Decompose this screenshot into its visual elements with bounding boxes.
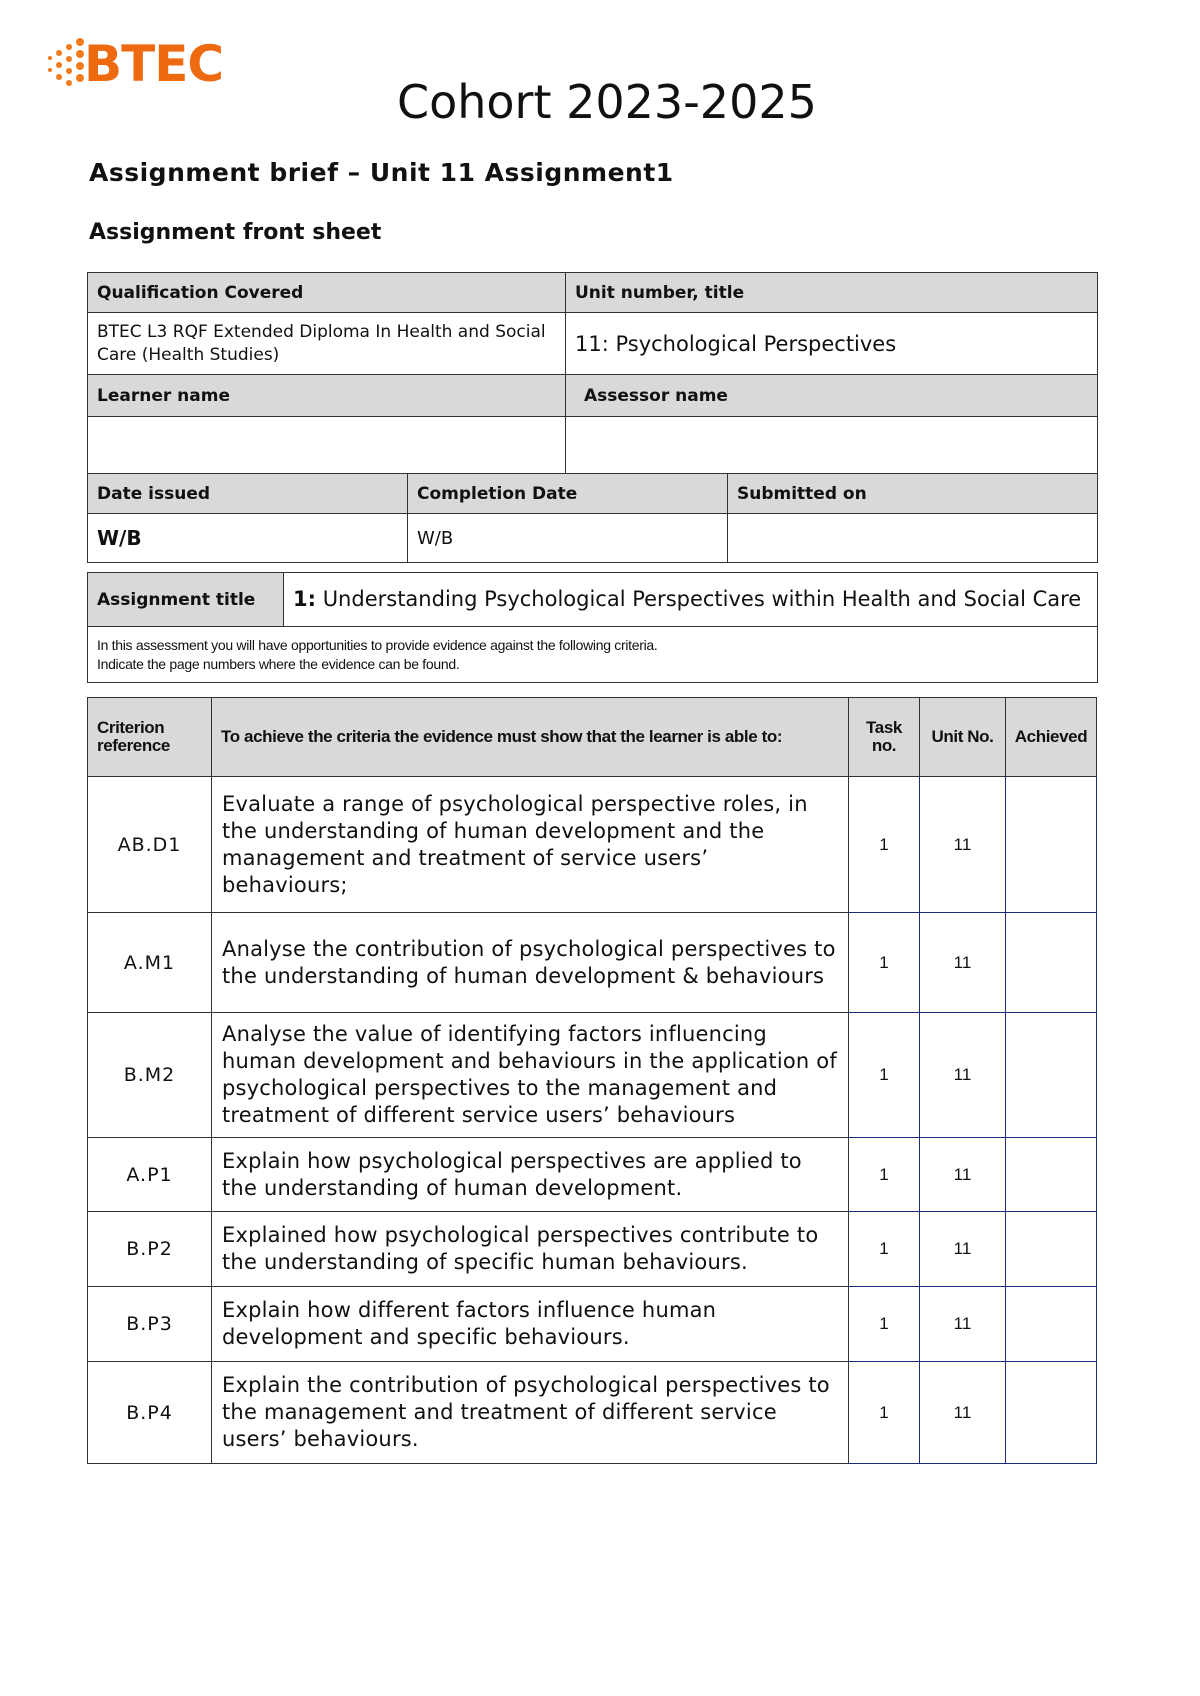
task-no: 1 <box>849 1138 920 1212</box>
dates-table <box>87 473 1098 563</box>
achieved-cell[interactable] <box>1006 913 1097 1013</box>
task-no-header: Task no. <box>849 698 920 777</box>
unit-no-header: Unit No. <box>920 698 1006 777</box>
achieved-cell[interactable] <box>1006 1013 1097 1138</box>
learner-name-field[interactable] <box>88 417 566 474</box>
assignment-title-table <box>87 572 1098 683</box>
assignment-title-value <box>284 573 1098 627</box>
date-issued-label: Date issued <box>88 474 408 514</box>
achieved-cell[interactable] <box>1006 1138 1097 1212</box>
assessor-name-field[interactable] <box>566 417 1098 474</box>
criterion-desc: Explain how different factors influence human development and specific behaviours. <box>212 1287 849 1362</box>
unit-no: 11 <box>920 913 1006 1013</box>
assignment-number: 1: <box>293 587 317 611</box>
assignment-title-label: Assignment title <box>88 573 284 627</box>
criterion-reference-header: Criterion reference <box>88 698 212 777</box>
task-no: 1 <box>849 1212 920 1287</box>
criterion-desc: Explained how psychological perspectives contribute to the understanding of specific human behaviours. <box>212 1212 849 1287</box>
learner-name-label: Learner name <box>88 375 566 417</box>
task-no: 1 <box>849 1013 920 1138</box>
submitted-on-value[interactable] <box>728 514 1098 563</box>
task-no: 1 <box>849 1362 920 1464</box>
cohort-title: Cohort 2023-2025 <box>397 75 817 129</box>
criterion-description-header: To achieve the criteria the evidence must show that the learner is able to: <box>212 698 849 777</box>
achieved-header: Achieved <box>1006 698 1097 777</box>
completion-date-label: Completion Date <box>408 474 728 514</box>
front-sheet-title: Assignment front sheet <box>89 220 382 245</box>
unit-value: 11: Psychological Perspectives <box>566 313 1098 375</box>
assessment-note-line2: Indicate the page numbers where the evidence can be found. <box>97 655 460 672</box>
table-row <box>88 777 1097 913</box>
assessment-note <box>88 627 1098 683</box>
unit-no: 11 <box>920 1212 1006 1287</box>
task-no: 1 <box>849 777 920 913</box>
criterion-desc: Evaluate a range of psychological perspective roles, in the understanding of human development and the management and treatment of service users’ behaviours; <box>212 777 849 913</box>
unit-no: 11 <box>920 777 1006 913</box>
assignment-brief-title: Assignment brief – Unit 11 Assignment1 <box>89 158 674 187</box>
date-issued-value[interactable]: W/B <box>88 514 408 563</box>
criterion-ref: B.P4 <box>88 1362 212 1464</box>
achieved-cell[interactable] <box>1006 777 1097 913</box>
table-row <box>88 913 1097 1013</box>
criterion-desc: Explain the contribution of psychological perspectives to the management and treatment of different service users’ behaviours. <box>212 1362 849 1464</box>
unit-no: 11 <box>920 1138 1006 1212</box>
front-sheet-table <box>87 272 1098 474</box>
criterion-ref: AB.D1 <box>88 777 212 913</box>
completion-date-value[interactable]: W/B <box>408 514 728 563</box>
criterion-desc: Explain how psychological perspectives are applied to the understanding of human development. <box>212 1138 849 1212</box>
achieved-cell[interactable] <box>1006 1362 1097 1464</box>
criterion-ref: B.M2 <box>88 1013 212 1138</box>
task-no: 1 <box>849 913 920 1013</box>
criterion-desc: Analyse the contribution of psychological perspectives to the understanding of human development & behaviours <box>212 913 849 1013</box>
unit-no: 11 <box>920 1287 1006 1362</box>
table-row <box>88 1212 1097 1287</box>
assessment-note-line1: In this assessment you will have opportunities to provide evidence against the following criteria. <box>97 636 658 653</box>
table-row <box>88 1013 1097 1138</box>
criterion-ref: A.M1 <box>88 913 212 1013</box>
assignment-title-text: Understanding Psychological Perspectives within Health and Social Care <box>316 587 1082 611</box>
submitted-on-label: Submitted on <box>728 474 1098 514</box>
table-row <box>88 1362 1097 1464</box>
criterion-ref: B.P3 <box>88 1287 212 1362</box>
unit-no: 11 <box>920 1362 1006 1464</box>
qualification-value: BTEC L3 RQF Extended Diploma In Health and Social Care (Health Studies) <box>88 313 566 375</box>
criterion-ref: A.P1 <box>88 1138 212 1212</box>
task-no: 1 <box>849 1287 920 1362</box>
unit-label: Unit number, title <box>566 273 1098 313</box>
logo-text: BTEC <box>84 35 224 93</box>
qualification-label: Qualification Covered <box>88 273 566 313</box>
unit-no: 11 <box>920 1013 1006 1138</box>
btec-logo <box>44 36 254 96</box>
achieved-cell[interactable] <box>1006 1287 1097 1362</box>
achieved-cell[interactable] <box>1006 1212 1097 1287</box>
assessor-name-label: Assessor name <box>566 375 1098 417</box>
table-row <box>88 1287 1097 1362</box>
criteria-table <box>87 697 1097 1464</box>
table-row <box>88 1138 1097 1212</box>
criterion-desc: Analyse the value of identifying factors influencing human development and behaviours in the application of psychological perspectives to the management and treatment of different service users’ behaviours <box>212 1013 849 1138</box>
criterion-ref: B.P2 <box>88 1212 212 1287</box>
